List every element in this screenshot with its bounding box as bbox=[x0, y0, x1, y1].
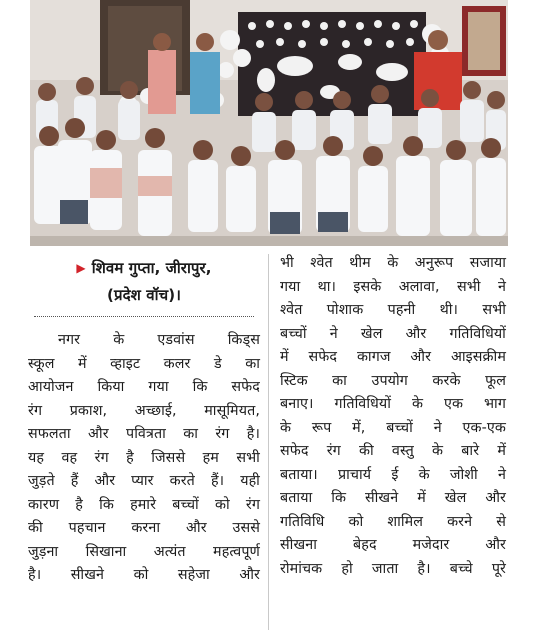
text-line: गतिविधि को शामिल करने से bbox=[280, 513, 506, 530]
text-line: नगर के एडवांस किड्स bbox=[58, 332, 260, 348]
text-line: सीखना बेहद मजेदार और bbox=[280, 537, 506, 553]
text-line: भी श्वेत थीम के अनुरूप सजाया bbox=[280, 255, 506, 271]
text-line: कारण है कि हमारे बच्चों को रंग bbox=[28, 496, 260, 513]
text-line: स्टिक का उपयोग करके फूल bbox=[280, 372, 506, 389]
news-photo bbox=[30, 0, 508, 246]
article-paragraph-left bbox=[28, 329, 260, 588]
text-line: रोमांचक हो जाता है। बच्चे पूरे bbox=[280, 560, 506, 577]
text-line: गया था। इसके अलावा, सभी ने bbox=[280, 278, 506, 295]
text-line: आयोजन किया गया कि सफेद bbox=[28, 379, 260, 395]
text-line: श्वेत पोशाक पहनी थी। सभी bbox=[280, 302, 506, 318]
text-line: सफलता और पवित्रता का रंग है। bbox=[28, 426, 260, 442]
byline bbox=[28, 252, 260, 280]
text-line: यह वह रंग है जिससे हम सभी bbox=[28, 449, 260, 466]
text-line: रंग प्रकाश, अच्छाई, मासूमियत, bbox=[28, 402, 260, 419]
article-right-column bbox=[280, 252, 506, 581]
byline-divider bbox=[34, 316, 254, 317]
text-line: बताया कि सीखने में खेल और bbox=[280, 490, 506, 506]
children-group-photo bbox=[30, 0, 508, 246]
text-line: बताया। प्राचार्य ई के जोशी ने bbox=[280, 466, 506, 483]
text-line: में सफेद कागज और आइसक्रीम bbox=[280, 349, 506, 365]
byline-author: शिवम गुप्ता, जीरापुर, bbox=[91, 259, 212, 277]
text-line: स्कूल में व्हाइट कलर डे का bbox=[28, 355, 260, 372]
text-line: जुड़ते हैं और प्यार करते हैं। यही bbox=[28, 473, 260, 489]
text-line: की पहचान करना और उससे bbox=[28, 520, 260, 536]
column-divider bbox=[268, 254, 269, 630]
article-left-column bbox=[28, 252, 260, 588]
text-line: के रूप में, बच्चों ने एक-एक bbox=[280, 419, 506, 436]
text-line: जुड़ना सिखाना अत्यंत महत्वपूर्ण bbox=[28, 543, 260, 560]
byline-arrow-icon: ▶ bbox=[76, 261, 86, 275]
text-line: बच्चों ने खेल और गतिविधियों bbox=[280, 325, 506, 342]
text-line: बनाए। गतिविधियों के एक भाग bbox=[280, 396, 506, 412]
text-line: है। सीखने को सहेजा और bbox=[28, 567, 260, 583]
byline-source: (प्रदेश वॉच)। bbox=[107, 286, 181, 304]
article-paragraph-right bbox=[280, 252, 506, 581]
text-line: सफेद रंग की वस्तु के बारे में bbox=[280, 443, 506, 459]
